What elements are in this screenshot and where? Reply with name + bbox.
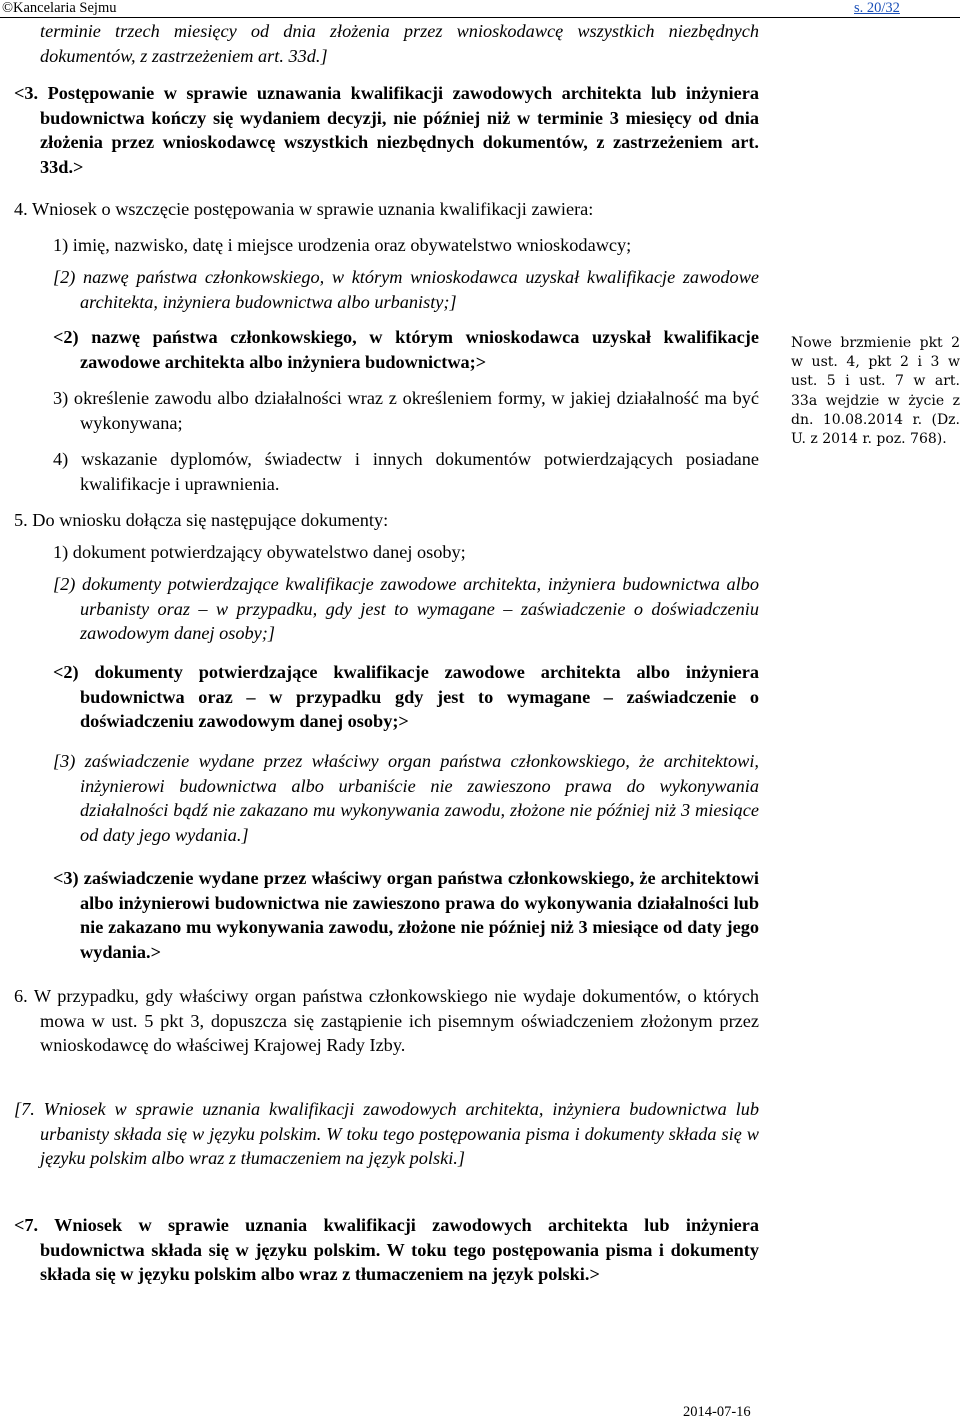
- paragraph-5-item-2-old: [2) dokumenty potwierdzające kwalifikacje zawodowe architekta, inżyniera budownictwa albo urbanisty oraz – w przypadku, gdy jest to wymagane – zaświadczenie o doświadczeniu zawodowym danej osoby;]: [53, 574, 759, 644]
- paragraph-4-item-4: 4) wskazanie dyplomów, świadectw i innych dokumentów potwierdzających posiadane kwalifikacje i uprawnienia.: [53, 449, 759, 494]
- paragraph-5-item-1: 1) dokument potwierdzający obywatelstwo danej osoby;: [53, 542, 466, 562]
- margin-note: Nowe brzmienie pkt 2 w ust. 4, pkt 2 i 3 w ust. 5 i ust. 7 w art. 33a wejdzie w życie z dn. 10.08.2014 r. (Dz. U. z 2014 r. poz. 768).: [791, 335, 960, 448]
- paragraph-4-item-1: 1) imię, nazwisko, datę i miejsce urodzenia oraz obywatelstwo wnioskodawcy;: [53, 235, 632, 255]
- paragraph-4-item-3: 3) określenie zawodu albo działalności wraz z określeniem formy, w jakiej działalność ma być wykonywana;: [53, 388, 759, 433]
- paragraph-5-intro: 5. Do wniosku dołącza się następujące dokumenty:: [14, 510, 389, 530]
- paragraph-6: 6. W przypadku, gdy właściwy organ państwa członkowskiego nie wydaje dokumentów, o których mowa w ust. 5 pkt 3, dopuszcza się zastąpienie ich pisemnym oświadczeniem złożonym przez wnioskodawcę do właściwej Krajowej Rady Izby.: [14, 986, 759, 1056]
- paragraph-5-item-3-new: <3) zaświadczenie wydane przez właściwy organ państwa członkowskiego, że architektowi albo inżynierowi budownictwa nie zawieszono prawa do wykonywania działalności lub nie zakazano mu wykonywania zawodu, złożone nie później niż 3 miesiące od daty jego wydania.>: [53, 868, 759, 962]
- paragraph-7-new: <7. Wniosek w sprawie uznania kwalifikacji zawodowych architekta lub inżyniera budownictwa składa się w języku polskim. W toku tego postępowania pisma i dokumenty składa się w języku polskim albo wraz z tłumaczeniem na język polski.>: [14, 1215, 759, 1285]
- paragraph-4-intro: 4. Wniosek o wszczęcie postępowania w sprawie uznania kwalifikacji zawiera:: [14, 199, 594, 219]
- paragraph-prev-old: terminie trzech miesięcy od dnia złożenia przez wnioskodawcę wszystkich niezbędnych dokumentów, z zastrzeżeniem art. 33d.]: [40, 21, 759, 66]
- copyright-label: ©Kancelaria Sejmu: [2, 0, 117, 16]
- paragraph-4-item-2-old: [2) nazwę państwa członkowskiego, w którym wnioskodawca uzyskał kwalifikacje zawodowe architekta, inżyniera budownictwa albo urbanisty;]: [53, 267, 759, 312]
- paragraph-4-item-2-new: <2) nazwę państwa członkowskiego, w którym wnioskodawca uzyskał kwalifikacje zawodowe architekta albo inżyniera budownictwa;>: [53, 327, 759, 372]
- page-number: s. 20/32: [854, 0, 900, 16]
- paragraph-5-item-2-new: <2) dokumenty potwierdzające kwalifikacje zawodowe architekta albo inżyniera budownictwa oraz – w przypadku gdy jest to wymagane – zaświadczenie o doświadczeniu zawodowym danej osoby;>: [53, 662, 759, 732]
- paragraph-3-new: <3. Postępowanie w sprawie uznawania kwalifikacji zawodowych architekta lub inżyniera budownictwa kończy się wydaniem decyzji, nie później niż w terminie 3 miesięcy od dnia złożenia przez wnioskodawcę wszystkich niezbędnych dokumentów, z zastrzeżeniem art. 33d.>: [14, 83, 759, 177]
- footer-date: 2014-07-16: [683, 1404, 751, 1420]
- paragraph-7-old: [7. Wniosek w sprawie uznania kwalifikacji zawodowych architekta, inżyniera budownictwa lub urbanisty składa się w języku polskim. W toku tego postępowania pisma i dokumenty składa się w języku polskim albo wraz z tłumaczeniem na język polski.]: [14, 1099, 759, 1169]
- paragraph-5-item-3-old: [3) zaświadczenie wydane przez właściwy organ państwa członkowskiego, że architektowi, inżynierowi budownictwa albo urbaniście nie zawieszono prawa do wykonywania działalności bądź nie zakazano mu wykonywania zawodu, złożone nie później niż 3 miesiące od daty jego wydania.]: [53, 751, 759, 845]
